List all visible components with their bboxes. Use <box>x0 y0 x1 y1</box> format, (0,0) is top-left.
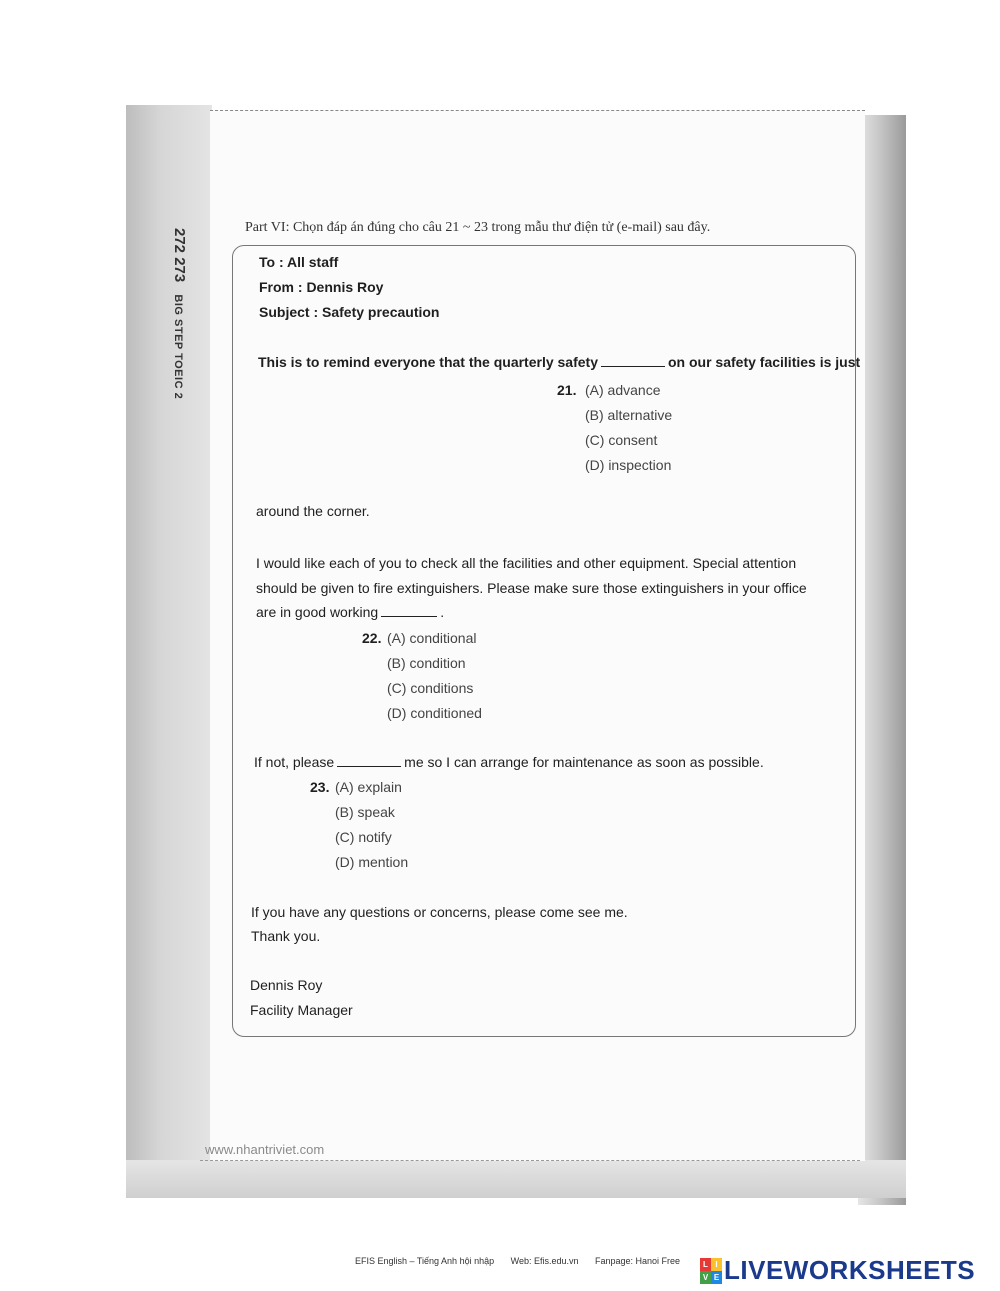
p3-start: If not, please <box>254 754 335 770</box>
footer-credits <box>355 1256 694 1266</box>
liveworksheets-logo <box>700 1255 975 1286</box>
q22-option-b[interactable]: (B) condition <box>387 655 466 671</box>
paragraph-2-line-2: should be given to fire extinguishers. Please make sure those extinguishers in your office <box>256 580 807 596</box>
p3-end: me so I can arrange for maintenance as soon as possible. <box>404 754 764 770</box>
paragraph-1-cont: around the corner. <box>256 503 370 519</box>
q23-option-c[interactable]: (C) notify <box>335 829 392 845</box>
q23-number: 23. <box>310 779 330 795</box>
blank-23[interactable] <box>337 754 401 767</box>
email-from: From : Dennis Roy <box>259 279 384 295</box>
p2-line3-end: . <box>440 604 445 620</box>
paragraph-3-line <box>254 754 764 770</box>
blank-21[interactable] <box>601 354 665 367</box>
paragraph-2-line-3 <box>256 604 444 620</box>
q22-option-c[interactable]: (C) conditions <box>387 680 474 696</box>
part-instruction: Part VI: Chọn đáp án đúng cho câu 21 ~ 23 trong mẫu thư điện tử (e-mail) sau đây. <box>245 220 711 235</box>
p1-end: on our safety facilities is just <box>668 354 861 370</box>
q21-number: 21. <box>557 382 577 398</box>
spine-book-title: BIG STEP TOEIC 2 <box>172 294 184 400</box>
page-spine <box>168 228 190 428</box>
q23-option-b[interactable]: (B) speak <box>335 804 395 820</box>
email-subject: Subject : Safety precaution <box>259 304 440 320</box>
q22-option-a[interactable]: (A) conditional <box>387 630 477 646</box>
paragraph-1-line <box>258 354 860 370</box>
q22-number: 22. <box>362 630 382 646</box>
footer-brand: EFIS English – Tiếng Anh hội nhập <box>355 1256 495 1266</box>
footer-fanpage: Fanpage: Hanoi Free <box>595 1256 681 1266</box>
q23-option-d[interactable]: (D) mention <box>335 854 409 870</box>
q21-option-b[interactable]: (B) alternative <box>585 407 673 423</box>
publisher-watermark: www.nhantriviet.com <box>205 1142 325 1157</box>
scan-shadow-bottom <box>126 1160 906 1198</box>
blank-22[interactable] <box>381 604 437 617</box>
paragraph-2-line-1: I would like each of you to check all the facilities and other equipment. Special attention <box>256 555 797 571</box>
q22-option-d[interactable]: (D) conditioned <box>387 705 482 721</box>
q23-option-a[interactable]: (A) explain <box>335 779 402 795</box>
closing-line-1: If you have any questions or concerns, please come see me. <box>251 904 628 920</box>
liveworksheets-wordmark: LIVEWORKSHEETS <box>724 1255 976 1285</box>
scan-shadow-right <box>858 115 906 1205</box>
p2-line3-start: are in good working <box>256 604 379 620</box>
closing-line-2: Thank you. <box>251 928 321 944</box>
signature-title: Facility Manager <box>250 1002 353 1018</box>
q21-option-c[interactable]: (C) consent <box>585 432 658 448</box>
p1-start: This is to remind everyone that the quarterly safety <box>258 354 598 370</box>
signature-name: Dennis Roy <box>250 977 323 993</box>
q21-option-a[interactable]: (A) advance <box>585 382 661 398</box>
email-to: To : All staff <box>259 254 339 270</box>
spine-page-numbers: 272 273 <box>171 228 188 283</box>
liveworksheets-icon: L I V E <box>700 1258 722 1284</box>
q21-option-d[interactable]: (D) inspection <box>585 457 672 473</box>
footer-web: Web: Efis.edu.vn <box>510 1256 579 1266</box>
page-bottom-rule <box>200 1160 860 1161</box>
